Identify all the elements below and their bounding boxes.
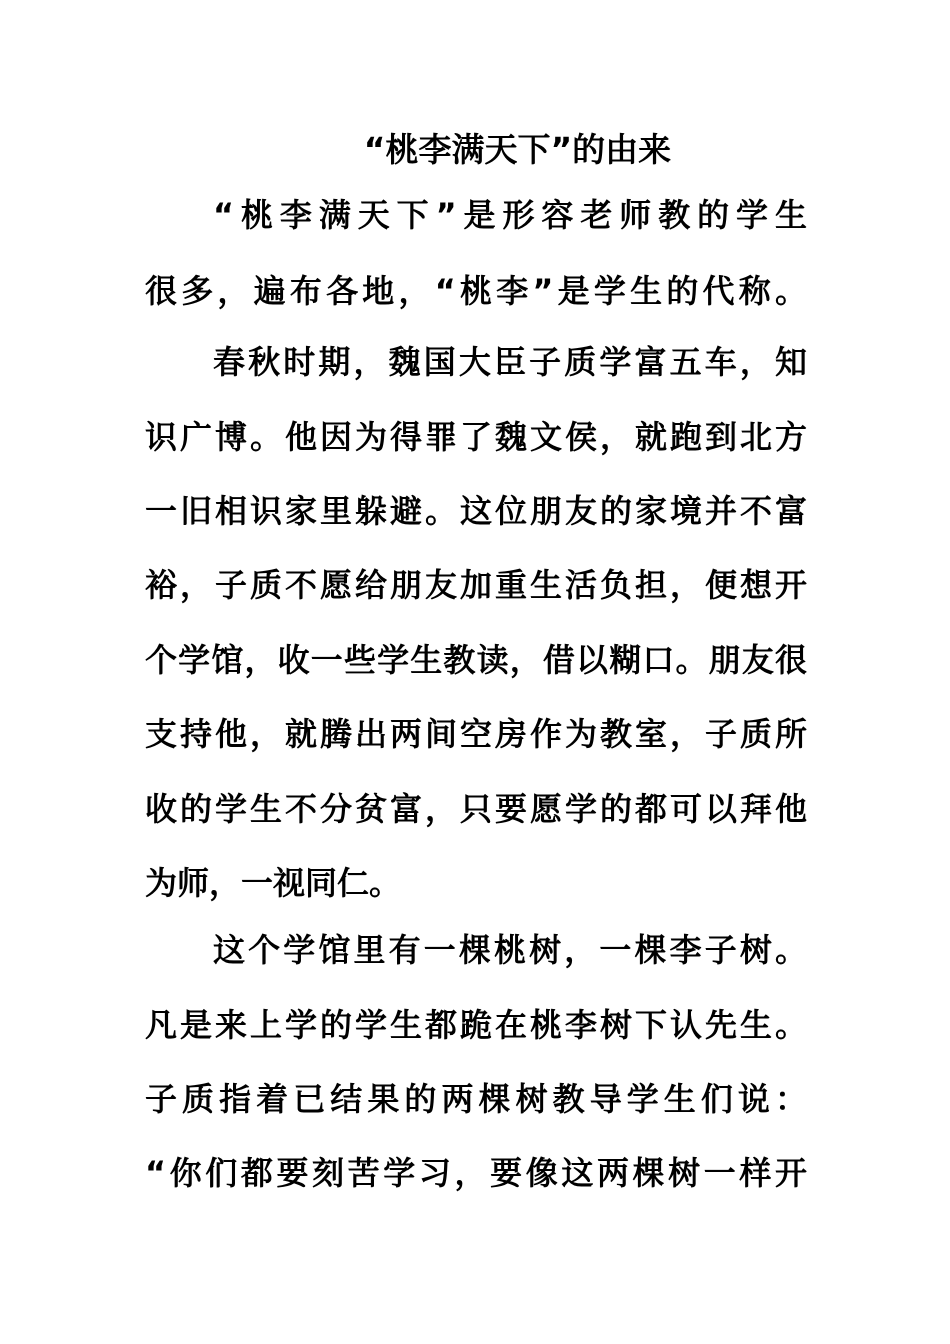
paragraph-line: 凡是来上学的学生都跪在桃李树下认先生。 <box>145 1006 807 1044</box>
paragraph-line: “桃李满天下”是形容老师教的学生 <box>213 196 807 234</box>
paragraph-line: 收的学生不分贫富，只要愿学的都可以拜他 <box>145 790 807 828</box>
paragraph-line: 这个学馆里有一棵桃树，一棵李子树。 <box>213 931 807 969</box>
paragraph-line: 支持他，就腾出两间空房作为教室，子质所 <box>145 715 807 753</box>
document-title: “桃李满天下”的由来 <box>363 130 672 169</box>
paragraph-line: 个学馆，收一些学生教读，借以糊口。朋友很 <box>145 641 807 679</box>
paragraph-line: 春秋时期，魏国大臣子质学富五车，知 <box>213 343 807 381</box>
paragraph-line: 为师，一视同仁。 <box>145 864 402 902</box>
paragraph-line: 识广博。他因为得罪了魏文侯，就跑到北方 <box>145 418 807 456</box>
paragraph-line: “你们都要刻苦学习，要像这两棵树一样开 <box>145 1154 807 1192</box>
paragraph-line: 一旧相识家里躲避。这位朋友的家境并不富 <box>145 492 807 530</box>
paragraph-line: 很多，遍布各地，“桃李”是学生的代称。 <box>145 272 807 310</box>
paragraph-line: 裕，子质不愿给朋友加重生活负担，便想开 <box>145 566 807 604</box>
paragraph-line: 子质指着已结果的两棵树教导学生们说： <box>145 1080 807 1118</box>
